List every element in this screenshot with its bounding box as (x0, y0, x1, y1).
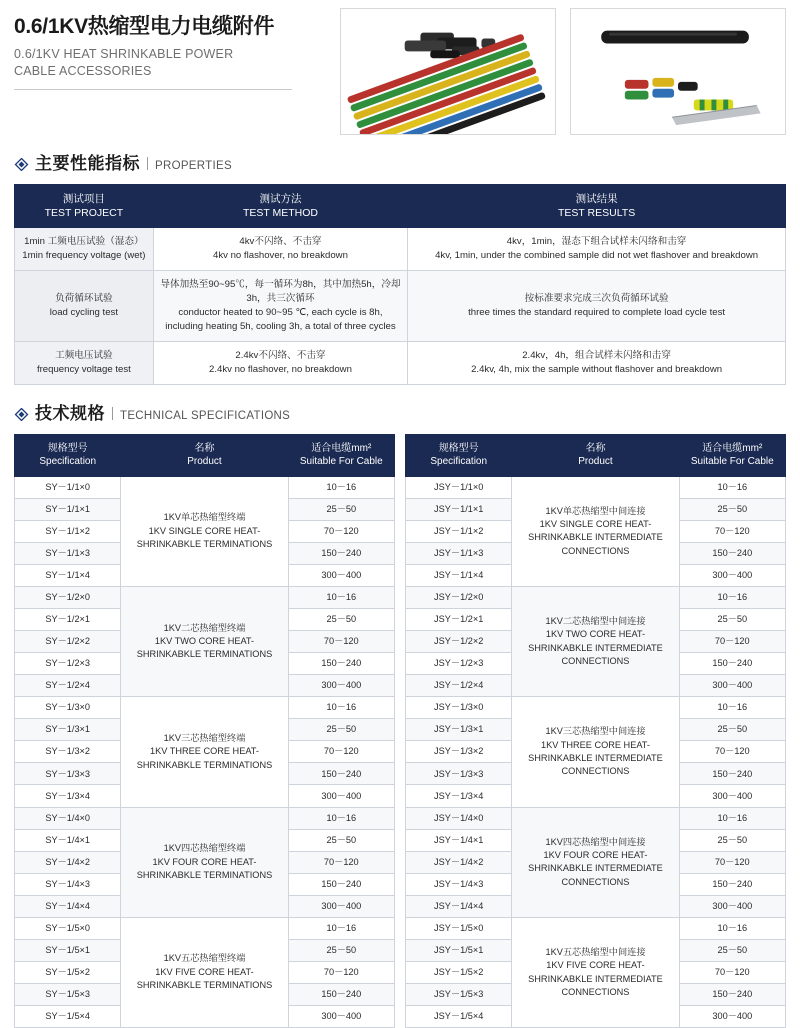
cell-specification: JSY－1/4×3 (406, 873, 512, 895)
col-product-en: Product (578, 456, 613, 468)
cell-method-cn: 导体加热至90~95℃，每一循环为8h，其中加热5h，冷却3h，共三次循环 (160, 279, 401, 305)
cell-suitable-cable: 300－400 (288, 895, 394, 917)
specs-heading-cn: 技术规格 (35, 403, 105, 423)
cell-product-name (512, 476, 679, 586)
table-row (15, 271, 786, 342)
product-name-en: 1KV THREE CORE HEAT-SHRINKABKLE INTERMEDIATE CONNECTIONS (528, 739, 663, 777)
cell-product-name (121, 476, 288, 586)
cell-specification: JSY－1/5×0 (406, 917, 512, 939)
product-name-cn: 1KV五芯热缩型中间连接 (545, 946, 646, 957)
cell-suitable-cable: 70－120 (288, 741, 394, 763)
cell-specification: JSY－1/1×1 (406, 498, 512, 520)
cell-specification: JSY－1/5×3 (406, 984, 512, 1006)
colored-heat-shrink-tubes-photo (340, 8, 556, 135)
cell-specification: JSY－1/3×0 (406, 697, 512, 719)
cell-result-cn: 按标准要求完成三次负荷循环试验 (524, 293, 669, 305)
cell-result-cn: 4kv，1min，湿态下组合试样未闪络和击穿 (506, 236, 687, 248)
cell-specification: JSY－1/4×4 (406, 895, 512, 917)
product-name-cn: 1KV四芯热缩型中间连接 (545, 836, 646, 847)
cell-suitable-cable: 70－120 (679, 741, 785, 763)
cell-suitable-cable: 10－16 (288, 586, 394, 608)
cell-specification: SY－1/2×4 (15, 675, 121, 697)
cell-suitable-cable: 150－240 (679, 873, 785, 895)
cell-specification: JSY－1/2×1 (406, 608, 512, 630)
cell-suitable-cable: 300－400 (679, 675, 785, 697)
cell-project (15, 341, 154, 384)
product-name-cn: 1KV三芯热缩型中间连接 (545, 726, 646, 737)
cell-suitable-cable: 25－50 (679, 608, 785, 630)
cell-suitable-cable: 70－120 (679, 961, 785, 983)
col-test-method-cn: 测试方法 (259, 193, 302, 205)
col-test-results (408, 185, 786, 228)
spec-right-body (406, 476, 786, 1028)
product-name-cn: 1KV五芯热缩型终端 (163, 953, 246, 964)
cell-specification: JSY－1/3×3 (406, 763, 512, 785)
cell-specification: JSY－1/1×2 (406, 520, 512, 542)
cell-suitable-cable: 150－240 (288, 873, 394, 895)
cell-suitable-cable: 300－400 (679, 785, 785, 807)
heading-divider (147, 157, 148, 170)
cell-suitable-cable: 25－50 (679, 939, 785, 961)
properties-section-heading (0, 149, 800, 174)
table-row (406, 476, 786, 498)
cell-suitable-cable: 25－50 (679, 498, 785, 520)
table-row (406, 586, 786, 608)
product-photos (334, 8, 786, 135)
table-row (15, 917, 395, 939)
cell-suitable-cable: 150－240 (679, 763, 785, 785)
cell-suitable-cable: 70－120 (679, 631, 785, 653)
cell-specification: JSY－1/3×1 (406, 719, 512, 741)
cell-suitable-cable: 70－120 (679, 520, 785, 542)
cell-project-en: load cycling test (49, 306, 119, 318)
cell-specification: SY－1/1×3 (15, 542, 121, 564)
col-suitable-cable (679, 434, 785, 476)
product-name-en: 1KV FOUR CORE HEAT-SHRINKABKLE INTERMEDIATE CONNECTIONS (528, 849, 663, 887)
cell-project (15, 228, 154, 271)
spec-table-left-wrap (14, 434, 395, 1028)
table-row (15, 697, 395, 719)
cell-specification: SY－1/4×2 (15, 851, 121, 873)
cell-result (408, 271, 786, 342)
cell-specification: SY－1/3×0 (15, 697, 121, 719)
page-header (0, 0, 800, 135)
page-title-en-line1: 0.6/1KV HEAT SHRINKABLE POWER (14, 47, 234, 62)
cell-suitable-cable: 70－120 (288, 961, 394, 983)
col-specification (406, 434, 512, 476)
cell-specification: SY－1/5×0 (15, 917, 121, 939)
cell-suitable-cable: 25－50 (288, 719, 394, 741)
cell-suitable-cable: 300－400 (288, 1006, 394, 1028)
cell-method-en: 2.4kv no flashover, no breakdown (209, 363, 352, 375)
diamond-bullet-icon (14, 158, 29, 171)
cell-specification: SY－1/5×4 (15, 1006, 121, 1028)
cell-suitable-cable: 150－240 (679, 984, 785, 1006)
table-header-row (15, 434, 395, 476)
properties-heading-cn: 主要性能指标 (35, 154, 140, 173)
cell-result-cn: 2.4kv，4h，组合试样未闪络和击穿 (522, 349, 671, 361)
col-specification-en: Specification (430, 456, 488, 468)
page-title-en-line2: CABLE ACCESSORIES (14, 64, 152, 79)
cell-specification: JSY－1/4×0 (406, 807, 512, 829)
specs-section-heading (0, 399, 800, 424)
cell-specification: JSY－1/5×2 (406, 961, 512, 983)
cell-specification: JSY－1/4×1 (406, 829, 512, 851)
cell-suitable-cable: 300－400 (679, 564, 785, 586)
title-divider (14, 89, 292, 90)
cell-specification: SY－1/1×2 (15, 520, 121, 542)
cell-specification: JSY－1/2×4 (406, 675, 512, 697)
cell-specification: SY－1/2×3 (15, 653, 121, 675)
product-name-en: 1KV SINGLE CORE HEAT-SHRINKABKLE TERMINATIONS (136, 525, 273, 549)
col-product (121, 434, 288, 476)
col-test-project-en: TEST PROJECT (44, 207, 124, 220)
product-name-cn: 1KV三芯热缩型终端 (163, 732, 246, 743)
cell-result (408, 228, 786, 271)
col-specification-cn: 规格型号 (438, 442, 479, 454)
cell-specification: SY－1/1×0 (15, 476, 121, 498)
col-suitable-cable-cn: 适合电缆mm² (702, 442, 763, 454)
cell-suitable-cable: 300－400 (679, 895, 785, 917)
cell-specification: SY－1/3×3 (15, 763, 121, 785)
table-row (15, 807, 395, 829)
cell-project (15, 271, 154, 342)
col-suitable-cable-cn: 适合电缆mm² (311, 442, 372, 454)
cell-product-name (121, 807, 288, 917)
product-name-en: 1KV TWO CORE HEAT-SHRINKABKLE TERMINATIONS (136, 635, 273, 660)
cell-suitable-cable: 300－400 (288, 785, 394, 807)
cell-result-en: 4kv, 1min, under the combined sample did not wet flashover and breakdown (435, 250, 759, 262)
cell-project-cn: 负荷循环试验 (55, 293, 113, 305)
cell-specification: JSY－1/1×4 (406, 564, 512, 586)
cell-specification: SY－1/2×0 (15, 586, 121, 608)
cell-suitable-cable: 300－400 (679, 1006, 785, 1028)
cell-specification: SY－1/4×0 (15, 807, 121, 829)
cell-specification: SY－1/3×1 (15, 719, 121, 741)
cell-specification: SY－1/4×3 (15, 873, 121, 895)
col-product-cn: 名称 (194, 442, 215, 454)
tube-bundle-illustration (341, 9, 555, 134)
cell-specification: JSY－1/1×3 (406, 542, 512, 564)
cell-suitable-cable: 150－240 (679, 653, 785, 675)
table-header-row (406, 434, 786, 476)
table-row (15, 586, 395, 608)
cell-product-name (512, 807, 679, 917)
cell-suitable-cable: 10－16 (679, 807, 785, 829)
cell-project-cn: 工频电压试验 (55, 349, 113, 361)
cell-specification: SY－1/5×3 (15, 984, 121, 1006)
black-tube-illustration (571, 9, 785, 134)
spec-table-right-wrap (405, 434, 786, 1028)
cell-specification: JSY－1/4×2 (406, 851, 512, 873)
cell-result (408, 341, 786, 384)
product-name-cn: 1KV二芯热缩型中间连接 (545, 615, 646, 626)
col-test-project (15, 185, 154, 228)
specs-heading-en: TECHNICAL SPECIFICATIONS (120, 409, 291, 422)
product-name-en: 1KV FIVE CORE HEAT-SHRINKABKLE INTERMEDIATE CONNECTIONS (528, 960, 663, 997)
cell-specification: SY－1/3×4 (15, 785, 121, 807)
cell-product-name (512, 697, 679, 807)
cell-specification: SY－1/5×1 (15, 939, 121, 961)
spec-tables (0, 434, 800, 1028)
properties-table-wrap (0, 184, 800, 385)
col-suitable-cable-en: Suitable For Cable (690, 456, 774, 468)
cell-specification: SY－1/2×2 (15, 631, 121, 653)
product-name-cn: 1KV四芯热缩型终端 (163, 843, 246, 854)
cell-result-en: 2.4kv, 4h, mix the sample without flashover and breakdown (471, 363, 723, 375)
cell-suitable-cable: 10－16 (288, 476, 394, 498)
cell-suitable-cable: 70－120 (679, 851, 785, 873)
product-name-cn: 1KV单芯热缩型终端 (163, 512, 246, 523)
cell-method-cn: 4kv不闪络、不击穿 (239, 236, 322, 248)
table-row (406, 807, 786, 829)
properties-heading-en: PROPERTIES (155, 160, 232, 172)
cell-product-name (121, 586, 288, 696)
col-specification-en: Specification (39, 456, 97, 468)
cell-suitable-cable: 25－50 (288, 498, 394, 520)
product-name-cn: 1KV二芯热缩型终端 (163, 622, 246, 633)
cell-specification: JSY－1/3×2 (406, 741, 512, 763)
cell-method (153, 341, 407, 384)
col-product-en: Product (187, 456, 222, 468)
cell-specification: SY－1/3×2 (15, 741, 121, 763)
cell-specification: SY－1/4×4 (15, 895, 121, 917)
cell-suitable-cable: 25－50 (288, 608, 394, 630)
cell-suitable-cable: 10－16 (679, 697, 785, 719)
cell-suitable-cable: 10－16 (288, 697, 394, 719)
col-suitable-cable-en: Suitable For Cable (299, 456, 383, 468)
table-header-row (15, 185, 786, 228)
cell-specification: SY－1/5×2 (15, 961, 121, 983)
cell-suitable-cable: 25－50 (679, 829, 785, 851)
col-test-method (153, 185, 407, 228)
cell-specification: SY－1/1×4 (15, 564, 121, 586)
black-heat-shrink-tube-photo (570, 8, 786, 135)
cell-suitable-cable: 25－50 (288, 829, 394, 851)
cell-result-en: three times the standard required to complete load cycle test (468, 306, 726, 318)
page-title-cn: 0.6/1KV热缩型电力电缆附件 (14, 15, 275, 38)
col-suitable-cable (288, 434, 394, 476)
col-test-results-cn: 测试结果 (575, 193, 618, 205)
table-row (406, 917, 786, 939)
cell-specification: SY－1/2×1 (15, 608, 121, 630)
col-specification (15, 434, 121, 476)
col-test-project-cn: 测试项目 (62, 193, 105, 205)
cell-suitable-cable: 25－50 (679, 719, 785, 741)
cell-specification: JSY－1/1×0 (406, 476, 512, 498)
table-row (15, 476, 395, 498)
cell-method (153, 228, 407, 271)
cell-suitable-cable: 10－16 (288, 917, 394, 939)
cell-specification: JSY－1/5×1 (406, 939, 512, 961)
cell-suitable-cable: 10－16 (679, 586, 785, 608)
col-product (512, 434, 679, 476)
cell-suitable-cable: 70－120 (288, 851, 394, 873)
col-test-method-en: TEST METHOD (242, 207, 318, 220)
cell-specification: JSY－1/5×4 (406, 1006, 512, 1028)
cell-specification: SY－1/4×1 (15, 829, 121, 851)
properties-table (14, 184, 786, 385)
product-name-en: 1KV FOUR CORE HEAT-SHRINKABKLE TERMINATIONS (136, 856, 273, 880)
cell-suitable-cable: 70－120 (288, 520, 394, 542)
heading-divider (112, 407, 113, 420)
cell-product-name (121, 697, 288, 807)
cell-method-cn: 2.4kv不闪络、不击穿 (235, 349, 326, 361)
cell-project-en: frequency voltage test (36, 363, 131, 375)
cell-suitable-cable: 300－400 (288, 564, 394, 586)
cell-suitable-cable: 300－400 (288, 675, 394, 697)
cell-method (153, 271, 407, 342)
cell-specification: JSY－1/3×4 (406, 785, 512, 807)
cell-specification: SY－1/1×1 (15, 498, 121, 520)
product-name-en: 1KV FIVE CORE HEAT-SHRINKABKLE TERMINATIONS (136, 966, 273, 991)
cell-product-name (512, 586, 679, 696)
cell-product-name (512, 917, 679, 1027)
cell-suitable-cable: 150－240 (679, 542, 785, 564)
page-title-en (14, 46, 334, 80)
cell-specification: JSY－1/2×3 (406, 653, 512, 675)
col-test-results-en: TEST RESULTS (557, 207, 636, 220)
spec-left-body (15, 476, 395, 1028)
cell-product-name (121, 917, 288, 1027)
spec-table-intermediate-connections (405, 434, 786, 1028)
product-name-cn: 1KV单芯热缩型中间连接 (545, 505, 646, 516)
col-specification-cn: 规格型号 (47, 442, 88, 454)
table-row (406, 697, 786, 719)
cell-project-cn: 1min 工频电压试验（湿态） (24, 236, 144, 248)
cell-suitable-cable: 150－240 (288, 542, 394, 564)
cell-suitable-cable: 150－240 (288, 984, 394, 1006)
cell-suitable-cable: 70－120 (288, 631, 394, 653)
cell-suitable-cable: 25－50 (288, 939, 394, 961)
table-row (15, 228, 786, 271)
cell-specification: JSY－1/2×0 (406, 586, 512, 608)
cell-method-en: 4kv no flashover, no breakdown (213, 250, 348, 262)
product-name-en: 1KV SINGLE CORE HEAT-SHRINKABKLE INTERMEDIATE CONNECTIONS (528, 518, 663, 556)
cell-suitable-cable: 150－240 (288, 763, 394, 785)
product-name-en: 1KV TWO CORE HEAT-SHRINKABKLE INTERMEDIATE CONNECTIONS (528, 629, 663, 666)
cell-suitable-cable: 10－16 (679, 917, 785, 939)
cell-suitable-cable: 10－16 (679, 476, 785, 498)
cell-suitable-cable: 150－240 (288, 653, 394, 675)
cell-specification: JSY－1/2×2 (406, 631, 512, 653)
table-row (15, 341, 786, 384)
product-name-en: 1KV THREE CORE HEAT-SHRINKABKLE TERMINATIONS (136, 746, 273, 770)
title-block (14, 8, 334, 135)
spec-table-terminations (14, 434, 395, 1028)
cell-project-en: 1min frequency voltage (wet) (22, 250, 146, 262)
cell-method-en: conductor heated to 90~95 ℃, each cycle is 8h, including heating 5h, cooling 3h, a total of three cycles (165, 306, 396, 332)
diamond-bullet-icon (14, 408, 29, 421)
col-product-cn: 名称 (585, 442, 606, 454)
cell-suitable-cable: 10－16 (288, 807, 394, 829)
